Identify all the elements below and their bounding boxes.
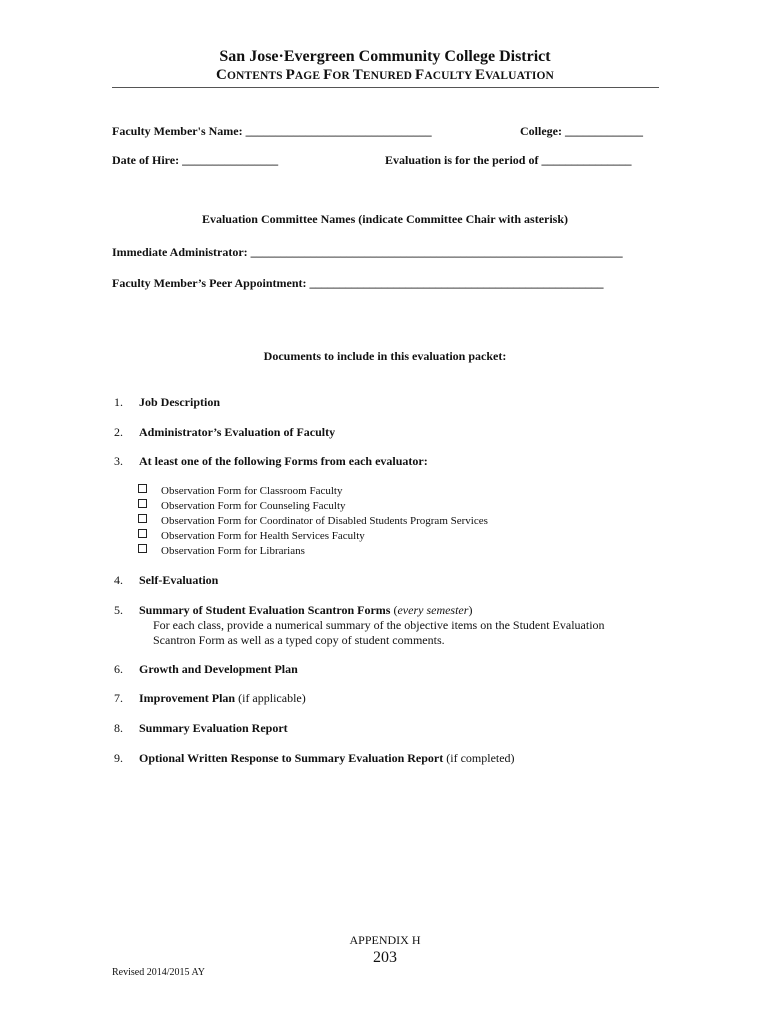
appendix-label: APPENDIX H	[349, 933, 421, 947]
item-forms-from-evaluator: At least one of the following Forms from each evaluator:	[139, 454, 428, 468]
district-title: San Jose·Evergreen Community College District	[219, 48, 551, 65]
date-of-hire-field[interactable]: Date of Hire: ________________	[112, 153, 279, 167]
checkbox-icon[interactable]	[138, 529, 147, 538]
peer-appointment-field[interactable]: Faculty Member’s Peer Appointment: _________________________________________________	[112, 276, 604, 290]
form-checkbox-row: Observation Form for Classroom Faculty	[138, 484, 342, 497]
item-job-description: Job Description	[139, 395, 220, 409]
item-number: 4.	[114, 573, 123, 587]
student-evaluation-note-line-2: Scantron Form as well as a typed copy of student comments.	[153, 633, 445, 647]
student-evaluation-note-line-1: For each class, provide a numerical summary of the objective items on the Student Evaluation	[153, 618, 605, 632]
revision-note: Revised 2014/2015 AY	[112, 967, 205, 978]
form-checkbox-row: Observation Form for Health Services Faculty	[138, 529, 365, 542]
item-improvement-plan: Improvement Plan (if applicable)	[139, 691, 306, 705]
documents-heading: Documents to include in this evaluation packet:	[263, 349, 507, 363]
checkbox-icon[interactable]	[138, 544, 147, 553]
item-number: 8.	[114, 721, 123, 735]
checkbox-icon[interactable]	[138, 484, 147, 493]
item-student-evaluation-summary: Summary of Student Evaluation Scantron Forms (every semester)	[139, 603, 473, 617]
item-self-evaluation: Self-Evaluation	[139, 573, 219, 587]
checkbox-icon[interactable]	[138, 499, 147, 508]
college-field[interactable]: College: _____________	[520, 124, 643, 138]
faculty-name-field[interactable]: Faculty Member's Name: _______________________________	[112, 124, 432, 138]
page-title: CONTENTS PAGE FOR TENURED FACULTY EVALUATION	[216, 67, 554, 83]
form-checkbox-row: Observation Form for Librarians	[138, 544, 305, 557]
item-administrator-evaluation: Administrator’s Evaluation of Faculty	[139, 425, 336, 439]
item-number: 2.	[114, 425, 123, 439]
item-number: 7.	[114, 691, 123, 705]
item-optional-written-response: Optional Written Response to Summary Evaluation Report (if completed)	[139, 751, 515, 765]
immediate-administrator-field[interactable]: Immediate Administrator: ______________________________________________________________	[112, 245, 623, 259]
item-number: 3.	[114, 454, 123, 468]
evaluation-period-field[interactable]: Evaluation is for the period of _______________	[385, 153, 632, 167]
item-growth-plan: Growth and Development Plan	[139, 662, 298, 676]
checkbox-icon[interactable]	[138, 514, 147, 523]
form-checkbox-row: Observation Form for Coordinator of Disabled Students Program Services	[138, 514, 488, 527]
item-number: 9.	[114, 751, 123, 765]
page-number: 203	[373, 949, 397, 966]
item-number: 6.	[114, 662, 123, 676]
item-number: 5.	[114, 603, 123, 617]
committee-heading: Evaluation Committee Names (indicate Committee Chair with asterisk)	[201, 212, 569, 226]
form-checkbox-row: Observation Form for Counseling Faculty	[138, 499, 346, 512]
item-number: 1.	[114, 395, 123, 409]
title-divider	[112, 87, 659, 88]
item-summary-evaluation-report: Summary Evaluation Report	[139, 721, 288, 735]
